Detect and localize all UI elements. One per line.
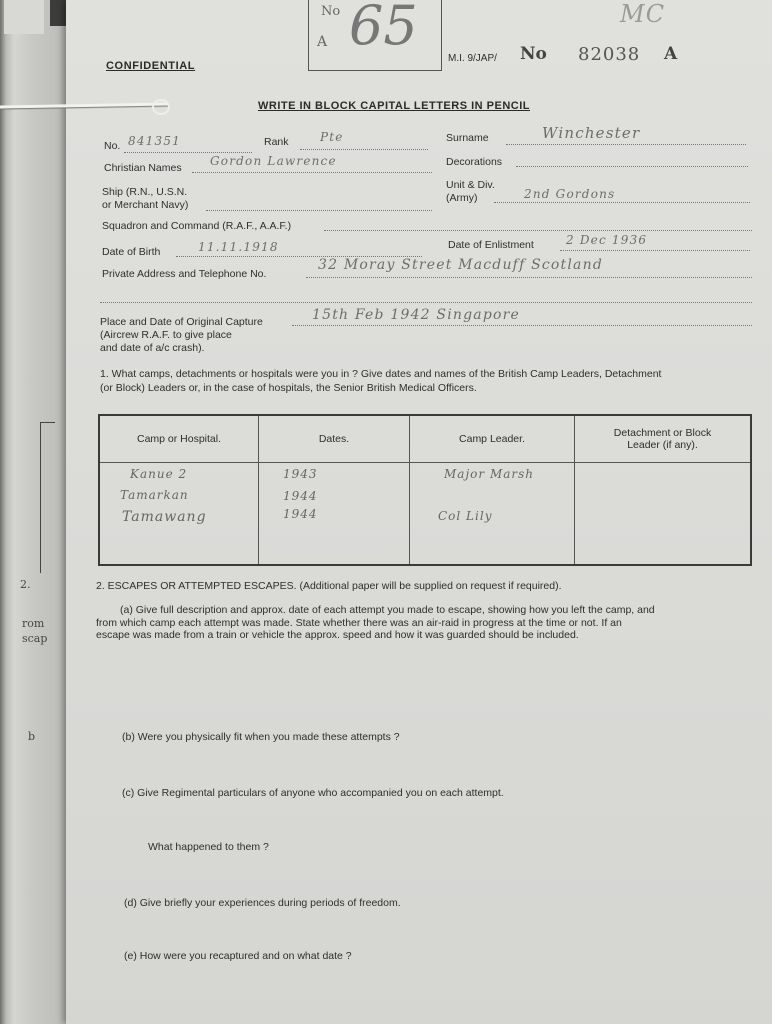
document-suffix: A bbox=[664, 44, 678, 64]
column-header-detachment-line1: Detachment or Block bbox=[613, 427, 712, 439]
christian-names-line bbox=[192, 172, 432, 173]
date-entry: 1944 bbox=[283, 507, 318, 521]
ship-line bbox=[206, 210, 432, 211]
question-2a-text-cont: from which camp each attempt was made. State whether there was an air-raid in progress at the time or not. If an bbox=[96, 617, 622, 629]
capture-line bbox=[292, 325, 752, 326]
no-line bbox=[124, 152, 252, 153]
capture-label-aircrew: (Aircrew R.A.F. to give place bbox=[100, 329, 232, 341]
question-2a-text: (a) Give full description and approx. date of each attempt you made to escape, showing how you left the camp, and bbox=[120, 604, 655, 616]
address-value: 32 Moray Street Macduff Scotland bbox=[318, 257, 603, 273]
binding-knot bbox=[152, 99, 170, 115]
reference-label: M.I. 9/JAP/ bbox=[448, 53, 497, 64]
date-entry: 1943 bbox=[283, 467, 318, 481]
capture-value: 15th Feb 1942 Singapore bbox=[312, 307, 520, 323]
surname-label: Surname bbox=[446, 132, 489, 144]
no-value: 841351 bbox=[128, 134, 182, 148]
question-2-title: 2. ESCAPES OR ATTEMPTED ESCAPES. (Additional paper will be supplied on request if required). bbox=[96, 580, 562, 592]
camp-entry: Kanue 2 bbox=[130, 467, 188, 481]
unit-label: Unit & Div. bbox=[446, 179, 495, 191]
christian-names-label: Christian Names bbox=[104, 162, 182, 174]
enlistment-line bbox=[560, 250, 750, 251]
detachment-cell bbox=[575, 463, 752, 566]
date-entry: 1944 bbox=[283, 489, 318, 503]
background-mark: 2. bbox=[20, 578, 31, 591]
instruction-heading: WRITE IN BLOCK CAPITAL LETTERS IN PENCIL bbox=[258, 100, 530, 112]
question-2a-text-end: escape was made from a train or vehicle the approx. speed and how it was guarded should be included. bbox=[96, 629, 579, 641]
question-2b-text: (b) Were you physically fit when you made these attempts ? bbox=[122, 731, 400, 743]
surname-value: Winchester bbox=[542, 124, 641, 142]
question-2d-text: (d) Give briefly your experiences during periods of freedom. bbox=[124, 897, 401, 909]
decorations-line bbox=[516, 166, 748, 167]
rank-value: Pte bbox=[320, 130, 344, 144]
unit-value: 2nd Gordons bbox=[524, 187, 616, 201]
column-header-detachment-line2: Leader (if any). bbox=[627, 439, 698, 451]
stamp-number: 65 bbox=[349, 0, 418, 57]
column-header-dates: Dates. bbox=[259, 415, 410, 463]
document-number: 82038 bbox=[578, 44, 641, 65]
camp-entry: Tamarkan bbox=[120, 488, 189, 502]
decorations-label: Decorations bbox=[446, 156, 503, 168]
question-2c-followup: What happened to them ? bbox=[148, 841, 269, 853]
surname-line bbox=[506, 144, 746, 145]
background-page-corner bbox=[4, 0, 44, 34]
unit-label-sub: (Army) bbox=[446, 192, 478, 204]
confidential-label: CONFIDENTIAL bbox=[106, 60, 196, 72]
christian-names-value: Gordon Lawrence bbox=[210, 154, 337, 168]
capture-label-crash: and date of a/c crash). bbox=[100, 342, 205, 354]
address-label: Private Address and Telephone No. bbox=[102, 268, 267, 280]
stamp-letter: A bbox=[317, 34, 328, 50]
file-stamp bbox=[308, 0, 442, 71]
rank-line bbox=[300, 149, 428, 150]
column-header-camp: Camp or Hospital. bbox=[99, 415, 259, 463]
background-mark: b bbox=[28, 730, 36, 743]
background-mark: rom bbox=[22, 617, 45, 630]
leader-cell bbox=[410, 463, 575, 566]
address-line bbox=[306, 277, 752, 278]
stamp-no: No bbox=[321, 4, 341, 19]
ship-label: Ship (R.N., U.S.N. bbox=[102, 186, 188, 198]
ship-label-sub: or Merchant Navy) bbox=[102, 199, 189, 211]
question-1-text: 1. What camps, detachments or hospitals were you in ? Give dates and names of the British Camp Leaders, Detachment bbox=[100, 368, 662, 380]
address-line-2 bbox=[100, 302, 752, 303]
squadron-label: Squadron and Command (R.A.F., A.A.F.) bbox=[102, 220, 292, 232]
enlistment-label: Date of Enlistment bbox=[448, 239, 534, 251]
dob-value: 11.11.1918 bbox=[198, 240, 279, 254]
leader-entry: Major Marsh bbox=[444, 467, 535, 481]
camp-cell bbox=[99, 463, 259, 566]
enlistment-value: 2 Dec 1936 bbox=[566, 233, 648, 247]
number-prefix: No bbox=[520, 44, 547, 64]
unit-line bbox=[494, 202, 750, 203]
question-1-text-cont: (or Block) Leaders or, in the case of hospitals, the Senior British Medical Officers. bbox=[100, 382, 477, 394]
capture-label: Place and Date of Original Capture bbox=[100, 316, 263, 328]
dates-cell bbox=[259, 463, 410, 566]
form-page bbox=[66, 0, 772, 1024]
leader-entry: Col Lily bbox=[438, 509, 493, 523]
camps-table bbox=[98, 414, 752, 566]
column-header-detachment bbox=[575, 415, 752, 463]
question-2e-text: (e) How were you recaptured and on what date ? bbox=[124, 950, 352, 962]
background-mark: scap bbox=[22, 632, 48, 645]
background-table-edge bbox=[40, 422, 55, 573]
rank-label: Rank bbox=[264, 136, 289, 148]
no-label: No. bbox=[104, 140, 121, 152]
squadron-line bbox=[324, 230, 752, 231]
dob-label: Date of Birth bbox=[102, 246, 161, 258]
camp-entry: Tamawang bbox=[122, 509, 207, 525]
question-2c-text: (c) Give Regimental particulars of anyone who accompanied you on each attempt. bbox=[122, 787, 504, 799]
column-header-camp-leader: Camp Leader. bbox=[410, 415, 575, 463]
corner-mark: MC bbox=[620, 0, 666, 28]
